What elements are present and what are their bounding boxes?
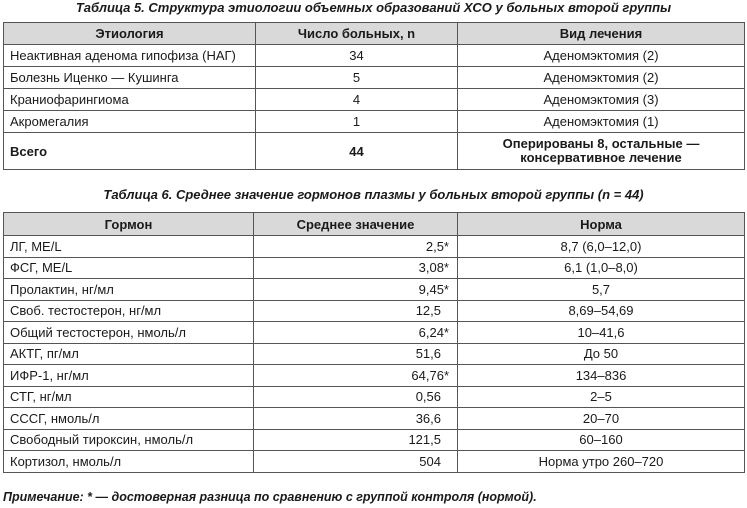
treatment-cell: Аденомэктомия (3): [458, 89, 745, 111]
table-row: [4, 365, 745, 387]
hormone-name-cell: СССГ, нмоль/л: [4, 408, 254, 430]
mean-value-cell: 64,76*: [254, 365, 458, 387]
mean-value-cell: 51,6: [254, 343, 458, 365]
table-row: [4, 322, 745, 344]
table-row: [4, 429, 745, 451]
norm-cell: 20–70: [458, 408, 745, 430]
mean-value-cell: 6,24*: [254, 322, 458, 344]
column-header-etiology: Этиология: [4, 23, 256, 45]
hormone-name-cell: Своб. тестостерон, нг/мл: [4, 300, 254, 322]
norm-cell: Норма утро 260–720: [458, 451, 745, 473]
mean-value-cell: 121,5: [254, 429, 458, 451]
norm-cell: 6,1 (1,0–8,0): [458, 257, 745, 279]
etiology-cell: Акромегалия: [4, 111, 256, 133]
mean-value-cell: 2,5*: [254, 236, 458, 258]
mean-value-cell: 36,6: [254, 408, 458, 430]
norm-cell: 10–41,6: [458, 322, 745, 344]
mean-value-cell: 9,45*: [254, 279, 458, 301]
table5-caption: Таблица 5. Структура этиологии объемных образований ХСО у больных второй группы: [75, 0, 672, 15]
table-row: [4, 45, 745, 67]
total-label-cell: Всего: [4, 133, 256, 170]
hormone-name-cell: ИФР-1, нг/мл: [4, 365, 254, 387]
table-row: [4, 451, 745, 473]
hormone-name-cell: СТГ, нг/мл: [4, 386, 254, 408]
norm-cell: 5,7: [458, 279, 745, 301]
table-row: [4, 67, 745, 89]
column-header-hormone: Гормон: [4, 213, 254, 236]
table-header-row: [4, 23, 745, 45]
table-note: Примечание: * — достоверная разница по сравнению с группой контроля (нормой).: [3, 490, 537, 504]
patient-count-cell: 5: [256, 67, 458, 89]
hormone-name-cell: Свободный тироксин, нмоль/л: [4, 429, 254, 451]
treatment-cell: Аденомэктомия (2): [458, 67, 745, 89]
patient-count-cell: 4: [256, 89, 458, 111]
table-row: [4, 300, 745, 322]
table-row: [4, 89, 745, 111]
etiology-cell: Краниофарингиома: [4, 89, 256, 111]
norm-cell: 134–836: [458, 365, 745, 387]
etiology-cell: Неактивная аденома гипофиза (НАГ): [4, 45, 256, 67]
total-count-cell: 44: [256, 133, 458, 170]
treatment-cell: Аденомэктомия (2): [458, 45, 745, 67]
hormone-name-cell: Общий тестостерон, нмоль/л: [4, 322, 254, 344]
hormone-name-cell: ЛГ, МЕ/L: [4, 236, 254, 258]
table-row: [4, 257, 745, 279]
norm-cell: 8,69–54,69: [458, 300, 745, 322]
mean-value-cell: 0,56: [254, 386, 458, 408]
patient-count-cell: 34: [256, 45, 458, 67]
table-row: [4, 279, 745, 301]
column-header-patient-count: Число больных, n: [256, 23, 458, 45]
table-row: [4, 111, 745, 133]
hormone-name-cell: Пролактин, нг/мл: [4, 279, 254, 301]
column-header-norm: Норма: [458, 213, 745, 236]
table-row: [4, 386, 745, 408]
table6-caption: Таблица 6. Среднее значение гормонов плазмы у больных второй группы (n = 44): [103, 187, 644, 202]
mean-value-cell: 3,08*: [254, 257, 458, 279]
total-row: [4, 133, 745, 170]
mean-value-cell: 12,5: [254, 300, 458, 322]
table-row: [4, 236, 745, 258]
column-header-treatment: Вид лечения: [458, 23, 745, 45]
etiology-table: [3, 22, 745, 170]
table-row: [4, 343, 745, 365]
treatment-cell: Аденомэктомия (1): [458, 111, 745, 133]
table-row: [4, 408, 745, 430]
table-header-row: [4, 213, 745, 236]
norm-cell: До 50: [458, 343, 745, 365]
etiology-cell: Болезнь Иценко — Кушинга: [4, 67, 256, 89]
mean-value-cell: 504: [254, 451, 458, 473]
hormone-name-cell: ФСГ, МЕ/L: [4, 257, 254, 279]
hormone-name-cell: АКТГ, пг/мл: [4, 343, 254, 365]
norm-cell: 2–5: [458, 386, 745, 408]
column-header-mean-value: Среднее значение: [254, 213, 458, 236]
hormone-name-cell: Кортизол, нмоль/л: [4, 451, 254, 473]
hormone-table: [3, 212, 745, 473]
norm-cell: 60–160: [458, 429, 745, 451]
total-treatment-cell: Оперированы 8, остальные — консервативное лечение: [458, 133, 745, 170]
norm-cell: 8,7 (6,0–12,0): [458, 236, 745, 258]
patient-count-cell: 1: [256, 111, 458, 133]
